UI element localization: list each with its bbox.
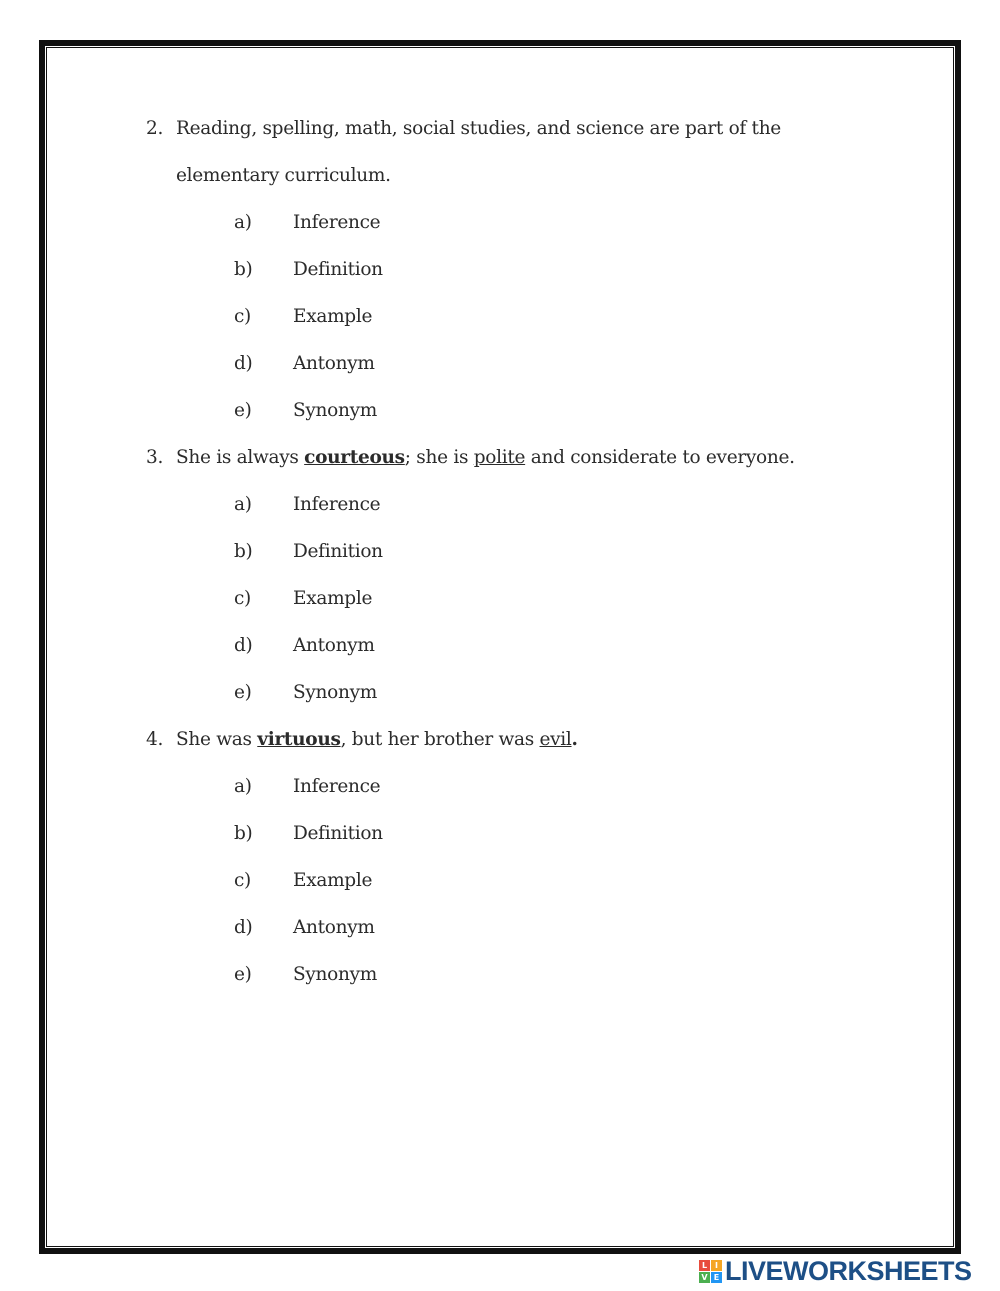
context-clue: evil <box>539 729 572 750</box>
option-e[interactable]: e) Synonym <box>234 964 377 985</box>
question-2 <box>146 105 866 434</box>
option-b[interactable]: b) Definition <box>234 823 383 844</box>
options-list <box>146 199 866 434</box>
logo-tile: L <box>699 1260 710 1271</box>
worksheet-content <box>146 105 866 998</box>
question-text-continued: elementary curriculum. <box>176 165 391 186</box>
option-c[interactable]: c) Example <box>234 588 373 609</box>
options-list <box>146 481 866 716</box>
option-a[interactable]: a) Inference <box>234 494 381 515</box>
option-c[interactable]: c) Example <box>234 306 373 327</box>
context-clue: polite <box>473 447 526 468</box>
option-b[interactable]: b) Definition <box>234 259 383 280</box>
option-c[interactable]: c) Example <box>234 870 373 891</box>
option-e[interactable]: e) Synonym <box>234 682 377 703</box>
question-number: 2. <box>146 118 164 139</box>
option-e[interactable]: e) Synonym <box>234 400 377 421</box>
logo-tile: E <box>711 1272 722 1283</box>
question-number: 4. <box>146 729 164 750</box>
vocabulary-word: courteous <box>304 447 405 468</box>
logo-tile: V <box>699 1272 710 1283</box>
brand-text: LIVEWORKSHEETS <box>725 1255 972 1286</box>
option-a[interactable]: a) Inference <box>234 212 381 233</box>
option-b[interactable]: b) Definition <box>234 541 383 562</box>
option-a[interactable]: a) Inference <box>234 776 381 797</box>
question-text: 3. She is always courteous; she is polite and considerate to everyone. <box>146 434 866 481</box>
liveworksheets-brand[interactable] <box>699 1256 972 1286</box>
option-d[interactable]: d) Antonym <box>234 917 375 938</box>
vocabulary-word: virtuous <box>257 729 341 750</box>
option-d[interactable]: d) Antonym <box>234 353 375 374</box>
option-d[interactable]: d) Antonym <box>234 635 375 656</box>
question-text: 4. She was virtuous, but her brother was evil. <box>146 716 866 763</box>
question-number: 3. <box>146 447 164 468</box>
liveworksheets-logo-icon <box>699 1260 722 1283</box>
options-list <box>146 763 866 998</box>
question-3 <box>146 434 866 716</box>
question-text: 2. Reading, spelling, math, social studies, and science are part of the <box>146 105 866 152</box>
logo-tile: I <box>711 1260 722 1271</box>
question-4 <box>146 716 866 998</box>
